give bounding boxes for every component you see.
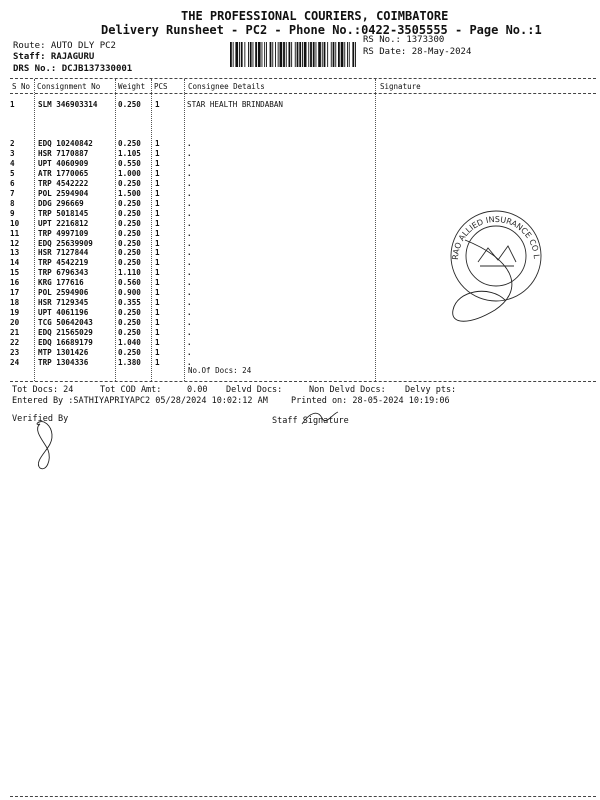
rs-date: RS Date: 28-May-2024	[363, 47, 472, 57]
row-consignment-no: TRP 5018145	[38, 208, 89, 218]
barcode-bar	[264, 42, 265, 67]
barcode-bar	[233, 42, 234, 67]
barcode-bar	[316, 42, 317, 67]
table-top-rule	[10, 78, 596, 79]
row-consignee-details: .	[187, 288, 192, 298]
barcode-bar	[235, 42, 238, 67]
row-sno: 16	[10, 278, 20, 288]
barcode-bar	[295, 42, 296, 67]
col-header-consignee: Consignee Details	[188, 82, 265, 91]
row-pcs: 1	[155, 178, 160, 188]
row-pcs: 1	[155, 338, 160, 347]
row-consignment-no: EDQ 10240842	[38, 139, 93, 148]
barcode-bar	[280, 42, 283, 67]
barcode-bar	[266, 42, 267, 67]
row-sno: 9	[10, 208, 15, 218]
barcode-bar	[335, 42, 336, 67]
barcode-bar	[338, 42, 340, 67]
row-weight: 0.250	[118, 347, 141, 357]
barcode-bar	[347, 42, 348, 67]
row-pcs: 1	[155, 139, 160, 148]
row-sno: 5	[10, 168, 15, 178]
row-consignment-no: ATR 1770065	[38, 168, 89, 178]
col-sep	[34, 79, 35, 381]
row-weight: 0.355	[118, 298, 141, 308]
row-weight: 1.000	[118, 168, 141, 178]
row-consignee-details: .	[187, 298, 192, 308]
col-sep	[375, 79, 376, 381]
row-sno: 23	[10, 347, 20, 357]
row-pcs: 1	[155, 100, 160, 109]
row-weight: 1.105	[118, 148, 141, 158]
barcode-bar	[322, 42, 323, 67]
row-consignment-no: HSR 7127844	[38, 248, 89, 258]
row-pcs: 1	[155, 198, 160, 208]
row-consignee-details: .	[187, 248, 192, 258]
staff-signature-mark	[300, 408, 340, 428]
row-weight: 1.500	[118, 188, 141, 198]
row-pcs: 1	[155, 248, 160, 258]
row-pcs: 1	[155, 208, 160, 218]
row-consignment-no: POL 2594906	[38, 288, 89, 298]
row-sno: 1	[10, 100, 15, 109]
row-weight: 0.250	[118, 100, 141, 109]
row-weight: 0.250	[118, 208, 141, 218]
row-consignee-details: .	[187, 188, 192, 198]
row-weight: 0.250	[118, 258, 141, 268]
row-consignment-no: UPT 2216812	[38, 218, 89, 228]
row-pcs: 1	[155, 288, 160, 298]
route-label: Route: AUTO DLY PC2	[13, 41, 116, 51]
row-pcs: 1	[155, 268, 160, 278]
row-consignee-details: .	[187, 168, 192, 178]
row-pcs: 1	[155, 328, 160, 338]
row-consignment-no: TCG 50642043	[38, 318, 93, 328]
barcode-bar	[352, 42, 354, 67]
col-sep	[151, 79, 152, 381]
barcode-bar	[297, 42, 299, 67]
row-consignment-no: TRP 4542222	[38, 178, 89, 188]
row-sno: 12	[10, 238, 20, 248]
tot-cod-amt: Tot COD Amt: 0.00	[100, 385, 208, 395]
row-consignee-details: .	[187, 228, 192, 238]
barcode-bar	[310, 42, 312, 67]
company-title: THE PROFESSIONAL COURIERS, COIMBATORE	[181, 9, 449, 23]
barcode-bar	[304, 42, 307, 67]
barcode-bar	[239, 42, 240, 67]
verifier-signature	[28, 418, 68, 478]
row-weight: 0.250	[118, 139, 141, 148]
row-pcs: 1	[155, 238, 160, 248]
staff-signature-label: Staff Signature	[272, 416, 349, 426]
page-bottom-rule	[10, 796, 596, 797]
row-consignment-no: EDQ 25639909	[38, 238, 93, 248]
row-pcs: 1	[155, 148, 160, 158]
row-consignee-details: .	[187, 308, 192, 318]
table-header-rule	[10, 93, 596, 94]
barcode-bar	[324, 42, 326, 67]
svg-text:RAO ALLIED INSURANCE CO LTD: RAO ALLIED INSURANCE CO LTD	[436, 193, 541, 261]
row-pcs: 1	[155, 357, 160, 367]
barcode-bar	[344, 42, 345, 67]
barcode-bar	[253, 42, 254, 67]
row-sno: 3	[10, 148, 15, 158]
row-consignee-details: .	[187, 268, 192, 278]
barcode-bar	[283, 42, 285, 67]
row-pcs: 1	[155, 308, 160, 318]
row-consignee-details: .	[187, 218, 192, 228]
barcode-bar	[278, 42, 279, 67]
barcode-bar	[333, 42, 335, 67]
row-weight: 0.250	[118, 308, 141, 318]
barcode-bar	[286, 42, 287, 67]
row-weight: 0.250	[118, 248, 141, 258]
row-consignee-details: .	[187, 347, 192, 357]
rs-number: RS No.: 1373300	[363, 35, 445, 45]
row-consignee-details: .	[187, 238, 192, 248]
row-weight: 1.040	[118, 338, 141, 347]
row-pcs: 1	[155, 258, 160, 268]
row-weight: 0.550	[118, 158, 141, 168]
row-consignment-no: HSR 7129345	[38, 298, 89, 308]
row-weight: 0.250	[118, 198, 141, 208]
barcode-bar	[275, 42, 276, 67]
row-sno: 13	[10, 248, 20, 258]
row-consignee-details: .	[187, 158, 192, 168]
recipient-signature	[445, 230, 535, 350]
row-pcs: 1	[155, 278, 160, 288]
row-consignee-details: .	[187, 148, 192, 158]
col-header-sno: S No	[12, 82, 31, 91]
col-header-consignment: Consignment No	[37, 82, 101, 91]
printed-on: Printed on: 28-05-2024 10:19:06	[291, 396, 450, 406]
barcode-bar	[258, 42, 261, 67]
row-consignment-no: EDQ 21565029	[38, 328, 93, 338]
row-sno: 19	[10, 308, 20, 318]
row-consignee-details: .	[187, 178, 192, 188]
no-of-docs: No.Of Docs: 24	[188, 366, 252, 375]
row-sno: 2	[10, 139, 15, 148]
row-weight: 0.250	[118, 178, 141, 188]
non-delvd-docs: Non Delvd Docs:	[309, 385, 386, 395]
row-consignment-no: TRP 1304336	[38, 357, 89, 367]
row-consignee-details: .	[187, 318, 192, 328]
barcode-bar	[291, 42, 292, 67]
row-consignee-details: .	[187, 208, 192, 218]
delvy-pts: Delvy pts:	[405, 385, 457, 395]
row-sno: 22	[10, 338, 20, 347]
row-consignment-no: TRP 4997109	[38, 228, 89, 238]
row-sno: 21	[10, 328, 20, 338]
barcode-bar	[255, 42, 257, 67]
row-weight: 0.250	[118, 228, 141, 238]
row-consignment-no: POL 2594904	[38, 188, 89, 198]
row-pcs: 1	[155, 218, 160, 228]
col-header-weight: Weight	[118, 82, 146, 91]
row-sno: 6	[10, 178, 15, 188]
row-sno: 20	[10, 318, 20, 328]
entered-by: Entered By :SATHIYAPRIYAPC2 05/28/2024 10:02:12 AM	[12, 396, 268, 406]
row-sno: 24	[10, 357, 20, 367]
barcode-bar	[250, 42, 252, 67]
col-sep	[184, 79, 185, 381]
col-sep	[115, 79, 116, 381]
row-sno: 10	[10, 218, 20, 228]
row-pcs: 1	[155, 298, 160, 308]
row-consignment-no: EDQ 16689179	[38, 338, 93, 347]
row-sno: 11	[10, 228, 20, 238]
row-pcs: 1	[155, 168, 160, 178]
row-consignment-no: KRG 177616	[38, 278, 84, 288]
row-consignee-details: .	[187, 357, 192, 367]
barcode-bar	[248, 42, 249, 67]
row-weight: 0.250	[118, 328, 141, 338]
row-sno: 4	[10, 158, 15, 168]
col-header-pcs: PCS	[154, 82, 168, 91]
row-weight: 1.110	[118, 268, 141, 278]
col-header-signature: Signature	[380, 82, 421, 91]
barcode-bar	[272, 42, 273, 67]
runsheet-title: Delivery Runsheet - PC2 - Phone No.:0422-3505555 - Page No.:1	[101, 23, 542, 37]
row-consignment-no: SLM 346903314	[38, 100, 98, 109]
barcode-bar	[299, 42, 301, 67]
row-consignee-details: .	[187, 328, 192, 338]
barcode-bar	[313, 42, 315, 67]
barcode-bar	[349, 42, 350, 67]
barcode-bar	[230, 42, 232, 67]
barcode-bar	[244, 42, 245, 67]
row-consignment-no: MTP 1301426	[38, 347, 89, 357]
row-consignee-details: .	[187, 258, 192, 268]
barcode-bar	[318, 42, 321, 67]
row-sno: 14	[10, 258, 20, 268]
row-weight: 0.250	[118, 238, 141, 248]
row-pcs: 1	[155, 158, 160, 168]
row-weight: 0.250	[118, 318, 141, 328]
staff-label: Staff: RAJAGURU	[13, 52, 95, 62]
verified-by-label: Verified By	[12, 414, 69, 424]
row-consignee-details: .	[187, 139, 192, 148]
row-consignee-details: .	[187, 338, 192, 347]
row-sno: 18	[10, 298, 20, 308]
barcode-bar	[262, 42, 263, 67]
barcode-bar	[355, 42, 356, 67]
row-pcs: 1	[155, 228, 160, 238]
delvd-docs: Delvd Docs:	[226, 385, 283, 395]
drs-number: DRS No.: DCJB137330001	[13, 64, 133, 74]
row-consignment-no: HSR 7170887	[38, 148, 89, 158]
barcode-bar	[327, 42, 328, 67]
barcode-bar	[341, 42, 344, 67]
row-sno: 7	[10, 188, 15, 198]
row-consignee-details: STAR HEALTH BRINDABAN	[187, 100, 284, 109]
row-sno: 15	[10, 268, 20, 278]
row-pcs: 1	[155, 188, 160, 198]
barcode-bar	[241, 42, 243, 67]
row-pcs: 1	[155, 318, 160, 328]
barcode-bar	[289, 42, 291, 67]
barcode-bar	[331, 42, 332, 67]
row-sno: 8	[10, 198, 15, 208]
barcode-bar	[308, 42, 309, 67]
barcode-bar	[302, 42, 303, 67]
row-weight: 0.560	[118, 278, 141, 288]
row-consignee-details: .	[187, 278, 192, 288]
row-pcs: 1	[155, 347, 160, 357]
row-consignment-no: DDG 296669	[38, 198, 84, 208]
row-sno: 17	[10, 288, 20, 298]
row-weight: 0.900	[118, 288, 141, 298]
table-bottom-rule	[10, 381, 596, 382]
barcode	[230, 42, 356, 67]
row-consignment-no: UPT 4061196	[38, 308, 89, 318]
barcode-bar	[270, 42, 272, 67]
row-consignment-no: TRP 6796343	[38, 268, 89, 278]
row-consignment-no: UPT 4060909	[38, 158, 89, 168]
row-consignee-details: .	[187, 198, 192, 208]
tot-docs: Tot Docs: 24	[12, 385, 74, 395]
row-consignment-no: TRP 4542219	[38, 258, 89, 268]
row-weight: 0.250	[118, 218, 141, 228]
row-weight: 1.380	[118, 357, 141, 367]
